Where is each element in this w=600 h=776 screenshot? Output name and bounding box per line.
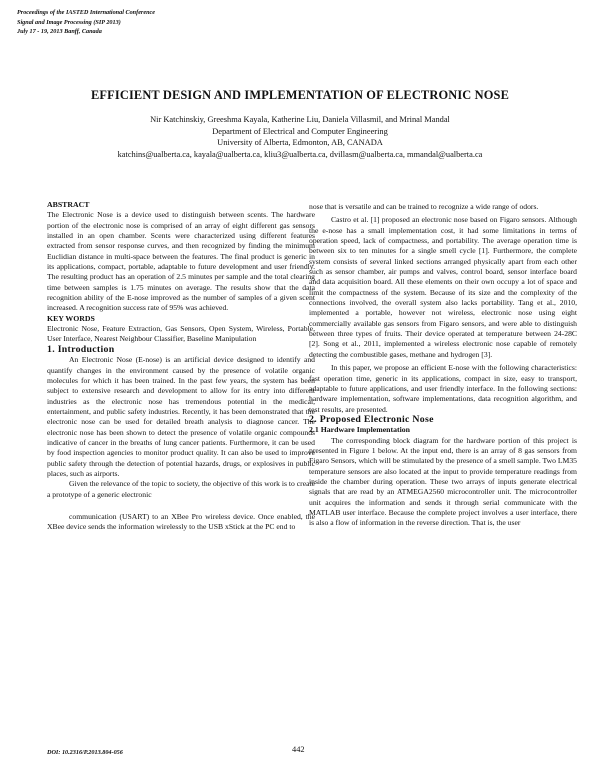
- author-institution: University of Alberta, Edmonton, AB, CANADA: [217, 138, 383, 148]
- abstract-text: The Electronic Nose is a device used to distinguish between scents. The hardware portion of the electronic nose is comprised of an array of eight different gas sensors installed in an open chamber. Scents were characterized using different features extracted from sensor response curves, and then recognized by finding the minimum Euclidian distance in multi-space between the features. The final product is generic in its applications, compact, portable, adaptable to future development and user friendly. The resulting product has an operation of 2.5 minutes per sample and the total clearing time between samples is 1.75 minutes on average. The results show that the data recognition ability of the E-nose improved as the number of samples of a given scent increased. A recognition success rate of 95% was achieved.: [47, 210, 315, 313]
- paper-title: EFFICIENT DESIGN AND IMPLEMENTATION OF ELECTRONIC NOSE: [91, 88, 509, 102]
- abstract-heading: ABSTRACT: [47, 200, 90, 209]
- author-block: [0, 114, 600, 160]
- conference-header: [17, 8, 155, 37]
- author-department: Department of Electrical and Computer Engineering: [212, 126, 388, 136]
- keywords-text: Electronic Nose, Feature Extraction, Gas Sensors, Open System, Wireless, Portable, User Interface, Nearest Neighbour Classifier, Baseline Manipulation: [47, 324, 315, 344]
- left-column: [47, 200, 315, 533]
- author-emails: katchins@ualberta.ca, kayala@ualberta.ca, kliu3@ualberta.ca, dvillasm@ualberta.ca, mmandal@ualberta.ca: [117, 149, 483, 159]
- footer-doi: DOI: 10.2316/P.2013.804-056: [47, 749, 123, 756]
- right-paragraph-3: The corresponding block diagram for the hardware portion of this project is presented in Figure 1 below. At the input end, there is an array of 8 gas sensors from Figaro Sensors, which will be stimulated by the presence of a smell sample. Two LM35 temperature sensors are also located at the input to provide temperature readings from inside the chamber during operation. These two arrays of inputs generate electrical signals that are read by an ATMEGA2560 microcontroller unit. The microcontroller unit acquires the information and sends it through serial communicate with the MATLAB user interface. Because the complete project involves a user interface, there is also a flow of information in the reverse direction. That is, the user: [309, 435, 577, 528]
- subsection-2-1-heading: 2.1 Hardware Implementation: [309, 425, 410, 435]
- introduction-paragraph-1: An Electronic Nose (E-nose) is an artificial device designed to identify and quantify changes in the environment caused by the presence of volatile organic molecules for which it has been trained. In the past few years, the system has been subject to extensive research and development to allow for its entry into different industries as the electronic nose has tremendous potential in the medical, entertainment, and public safety industries. Recently, it has been demonstrated that the electronic nose can be used for detailed breath analysis to diagnose cancer. The electronic nose has been shown to detect the presence of volatile organic compounds indicative of cancer in the breaths of lung cancer patients. Furthermore, it can be used by food inspection agencies to monitor product quality. It can also be used to improve public safety through the detection of potential hazards, drugs, or explosives in public places, such as airports.: [47, 355, 315, 478]
- section-2-heading: 2. Proposed Electronic Nose: [309, 413, 434, 425]
- author-names: Nir Katchinskiy, Greeshma Kayala, Katherine Liu, Daniela Villasmil, and Mrinal Mandal: [150, 115, 450, 124]
- introduction-paragraph-2: Given the relevance of the topic to society, the objective of this work is to create a prototype of a generic electronic: [47, 479, 315, 499]
- header-line-1: Proceedings of the IASTED International Conference: [17, 9, 156, 16]
- introduction-heading: 1. Introduction: [47, 343, 115, 355]
- right-paragraph-2: In this paper, we propose an efficient E-nose with the following characteristics: fast operation time, generic in its applications, compact in size, easy to transport, adaptable to future applications, and user friendly interface. In the following sections: hardware implementation, software implementations, data recognition algorithm, and test results, are presented.: [309, 363, 577, 414]
- header-line-3: July 17 - 19, 2013 Banff, Canada: [17, 28, 102, 35]
- right-column: [309, 202, 577, 529]
- page-number: 442: [292, 745, 305, 754]
- right-paragraph-0: nose that is versatile and can be trained to recognize a wide range of odors.: [309, 202, 539, 211]
- introduction-paragraph-3: communication (USART) to an XBee Pro wireless device. Once enabled, the XBee device sends the information wirelessly to the USB xStick at the PC end to: [47, 511, 315, 532]
- keywords-heading: KEY WORDS: [47, 313, 95, 323]
- right-paragraph-1: Castro et al. [1] proposed an electronic nose based on Figaro sensors. Although the e-nose has a small implementation cost, it had some limitations in terms of operation speed, lack of compactness, and portability. The average operation time is between six to ten minutes for a single smell cycle [1]. Furthermore, the complete system consists of several linked sections arranged physically apart from each other such as sensor chamber, air pumps and valves, control board, sensor interface board and data acquisition board. All these elements on their own occupy a lot of space and limit the compactness of the system. Because of its size and the complexity of the connections involved, the overall system also lacks portability. Tang et al., 2010, implemented a portable, however not wireless, electronic nose using eight commercially available gas sensors from Figaro sensors, and were able to distinguish between three types of fruits. Their device operated at temperature between 24-28C [2]. Song et al., 2011, implemented a wireless electronic nose capable of remotely detecting the combustible gases, methane and hydrogen [3].: [309, 215, 577, 359]
- header-line-2: Signal and Image Processing (SIP 2013): [17, 18, 121, 26]
